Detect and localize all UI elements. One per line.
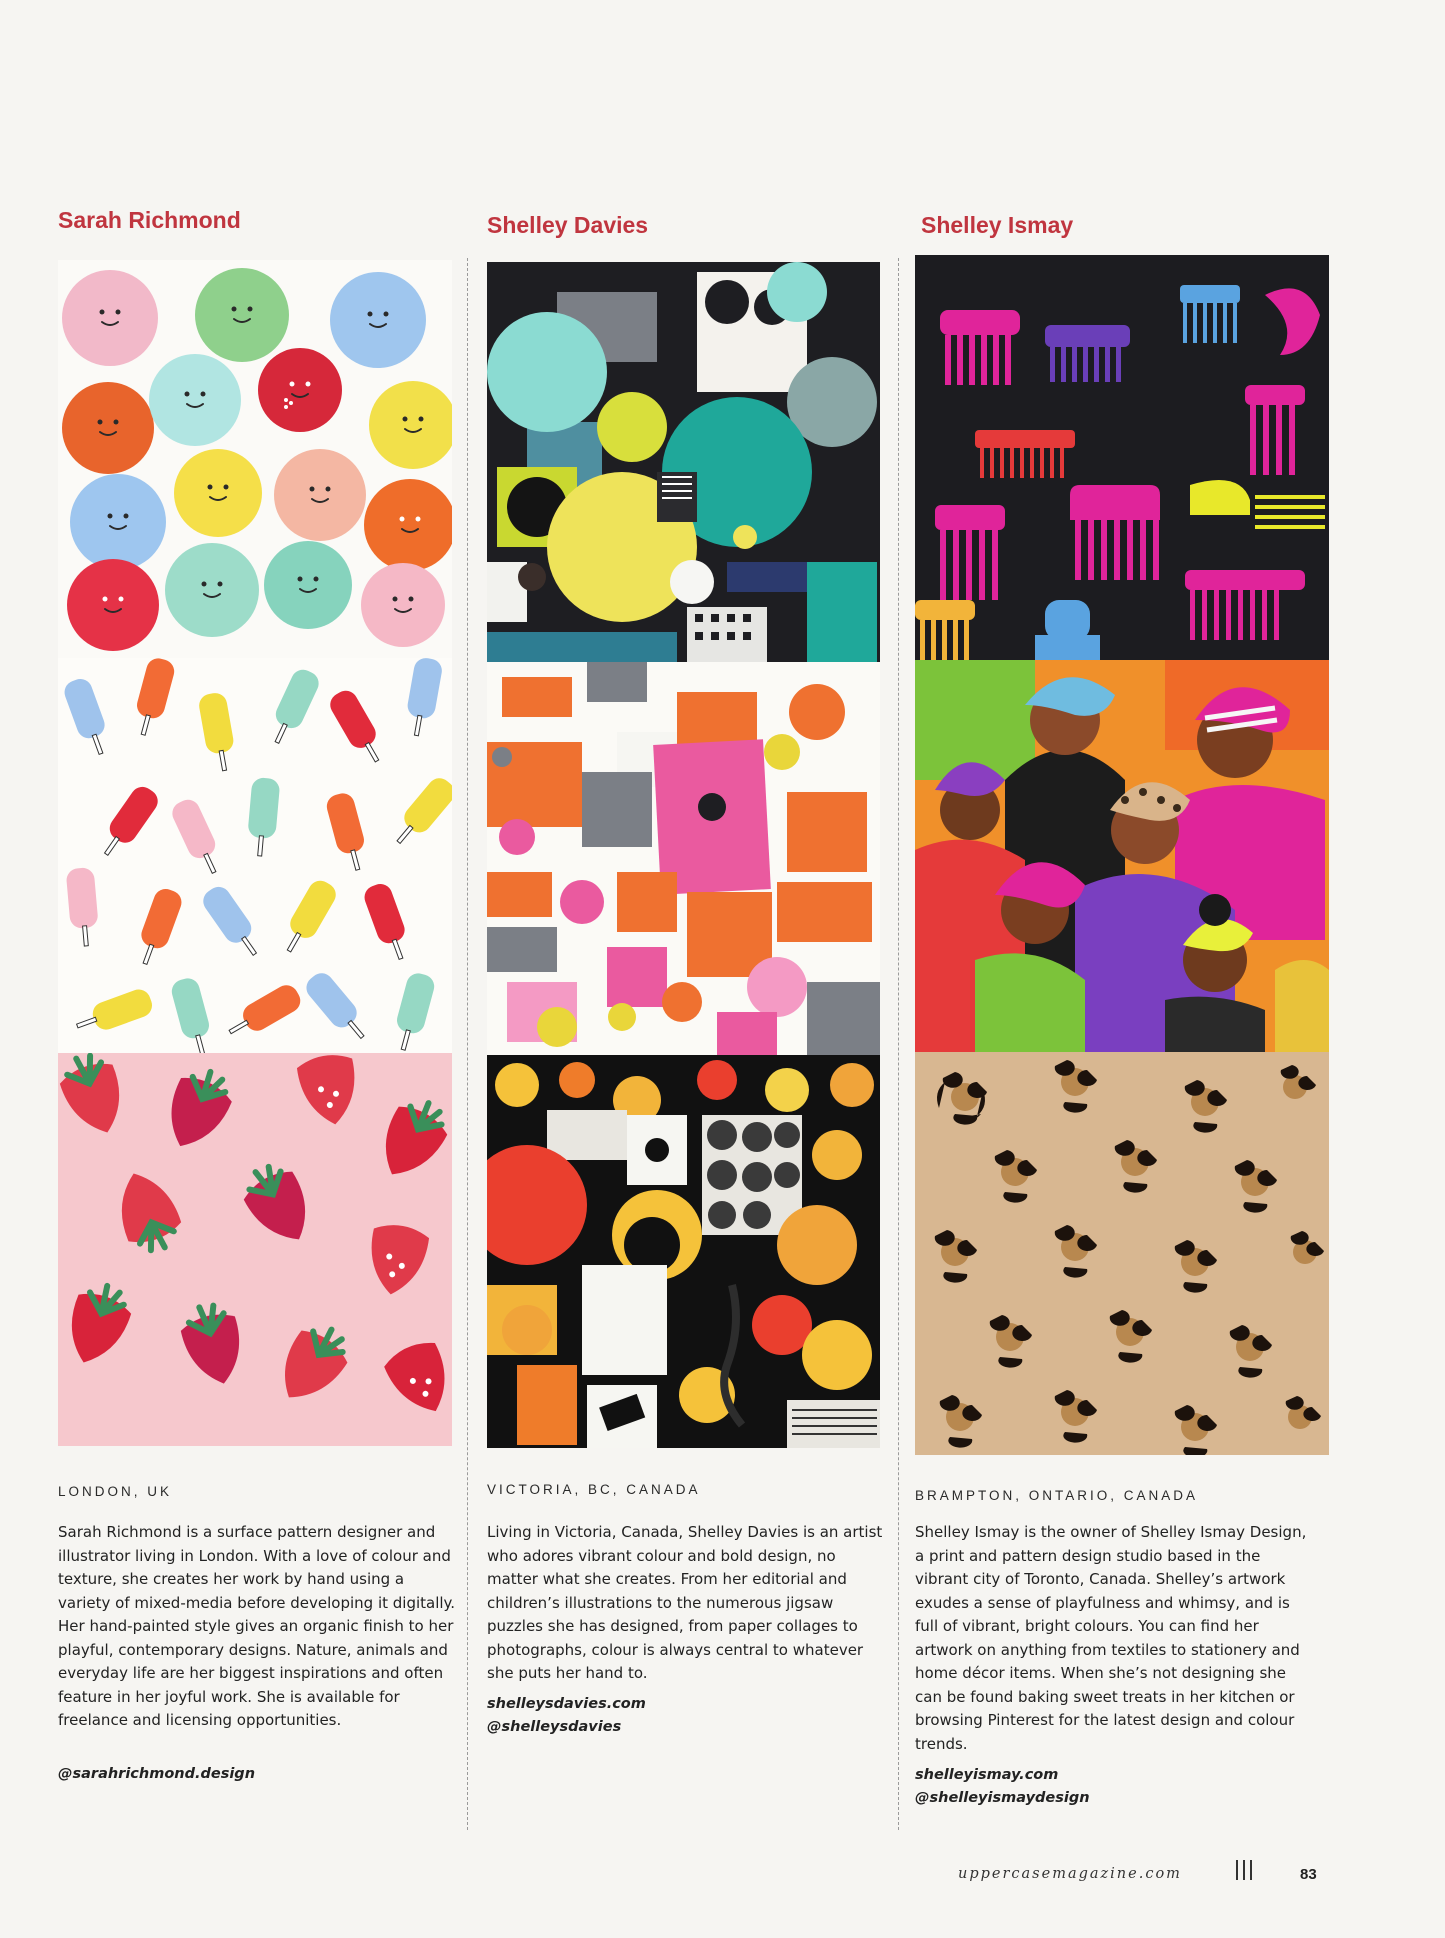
instagram-handle[interactable]: @shelleysdavies: [487, 1719, 622, 1735]
designer-contact: [487, 1693, 881, 1739]
instagram-handle[interactable]: @shelleyismaydesign: [915, 1790, 1090, 1806]
pattern-collage-dots: [487, 1055, 880, 1448]
pattern-smiling-dots: [58, 260, 452, 658]
page-number: 83: [1300, 1866, 1317, 1883]
designer-location: LONDON, UK: [58, 1484, 173, 1499]
designer-location: BRAMPTON, ONTARIO, CANADA: [915, 1488, 1199, 1503]
pattern-strawberries: [58, 1053, 452, 1446]
pattern-ice-lollies: [58, 658, 452, 1053]
designer-bio: Living in Victoria, Canada, Shelley Davies is an artist who adores vibrant colour and bold design, no matter what she creates. From her editorial and children’s illustrations to the numerous jigsaw puzzles she has designed, from paper collages to photographs, colour is always central to whatever she puts her hand to.: [487, 1523, 883, 1682]
instagram-handle[interactable]: @sarahrichmond.design: [58, 1766, 256, 1782]
website-link[interactable]: shelleyismay.com: [915, 1767, 1059, 1783]
designer-contact: [915, 1764, 1309, 1810]
column-divider: [467, 258, 468, 1830]
pattern-collage-blocks: [487, 662, 880, 1055]
column-divider: [898, 258, 899, 1830]
website-link[interactable]: shelleysdavies.com: [487, 1696, 646, 1712]
pattern-collage-circles: [487, 262, 880, 662]
footer-bars-icon: [1236, 1860, 1254, 1882]
designer-name: Shelley Ismay: [921, 212, 1074, 238]
designer-location: VICTORIA, BC, CANADA: [487, 1482, 701, 1497]
designer-name: Shelley Davies: [487, 212, 649, 238]
footer-website[interactable]: uppercasemagazine.com: [958, 1866, 1182, 1882]
pattern-women-headwraps: [915, 660, 1329, 1052]
pattern-leopard-print: [915, 1052, 1329, 1455]
pattern-combs: [915, 255, 1329, 660]
designer-contact: [58, 1763, 452, 1786]
designer-bio: Shelley Ismay is the owner of Shelley Ismay Design, a print and pattern design studio based in the vibrant city of Toronto, Canada. Shelley’s artwork exudes a sense of playfulness and whimsy, and is full of vibrant, bright colours. You can find her artwork on anything from textiles to stationery and home décor items. When she’s not designing she can be found baking sweet treats in her kitchen or browsing Pinterest for the latest design and colour trends.: [915, 1523, 1307, 1753]
designer-name: Sarah Richmond: [58, 207, 241, 233]
designer-bio: Sarah Richmond is a surface pattern designer and illustrator living in London. With a love of colour and texture, she creates her work by hand using a variety of mixed-media before developing it digitally. Her hand-painted style gives an organic finish to her playful, contemporary designs. Nature, animals and everyday life are her biggest inspirations and often feature in her joyful work. She is available for freelance and licensing opportunities.: [58, 1523, 456, 1729]
